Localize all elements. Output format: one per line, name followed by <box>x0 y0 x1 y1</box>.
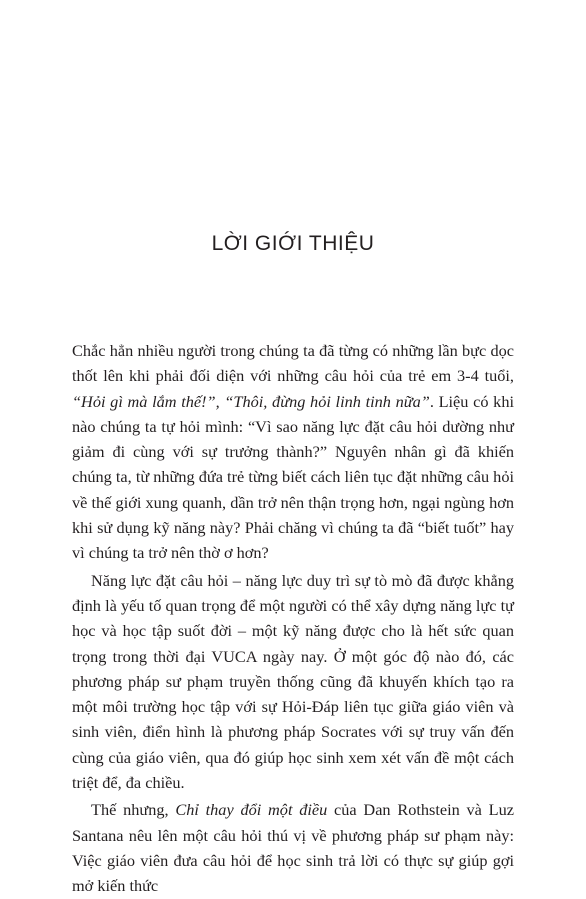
paragraph-2-segment-1: Năng lực đặt câu hỏi – năng lực duy trì sự tò mò đã được khẳng định là yếu tố quan trọng để một người có thể xây dựng năng lực tự học và học tập suốt đời – một kỹ năng được cho là hết sức quan trọng trong thời đại VUCA ngày nay. Ở một góc độ nào đó, các phương pháp sư phạm truyền thống cũng đã khuyến khích tạo ra một môi trường học tập với sự Hỏi-Đáp liên tục giữa giáo viên và sinh viên, điển hình là phương pháp Socrates với sự truy vấn đến cùng của giáo viên, qua đó giúp học sinh xem xét vấn đề một cách triệt để, đa chiều. <box>72 570 514 793</box>
paragraph-2 <box>72 568 514 796</box>
paragraph-3-segment-1: Thế nhưng, <box>91 800 176 820</box>
paragraph-3 <box>72 797 514 898</box>
paragraph-3-segment-3: của Dan Rothstein và Luz Santana nêu lên một câu hỏi thú vị về phương pháp sư phạm này: Việc giáo viên đưa câu hỏi để học sinh trả lời có thực sự giúp gợi mở kiến thức <box>72 800 514 896</box>
paragraph-1-segment-2-italic: “Hỏi gì mà lắm thế!”, “Thôi, đừng hỏi linh tinh nữa” <box>72 391 430 411</box>
paragraph-1-segment-3: . Liệu có khi nào chúng ta tự hỏi mình: “Vì sao năng lực đặt câu hỏi dường như giảm đi cùng với sự trưởng thành?” Nguyên nhân gì đã khiến chúng ta, từ những đứa trẻ từng biết cách liên tục đặt những câu hỏi về thế giới xung quanh, dần trở nên thận trọng hơn, ngại ngùng hơn khi sử dụng kỹ năng này? Phải chăng vì chúng ta đã “biết tuốt” hay vì chúng ta trở nên thờ ơ hơn? <box>72 391 514 563</box>
paragraph-1 <box>72 338 514 566</box>
body-text <box>72 338 514 899</box>
paragraph-1-segment-1: Chắc hẳn nhiều người trong chúng ta đã từng có những lần bực dọc thốt lên khi phải đối diện với những câu hỏi của trẻ em 3-4 tuổi, <box>72 341 514 386</box>
chapter-title: LỜI GIỚI THIỆU <box>211 232 375 255</box>
paragraph-3-book-title-italic: Chỉ thay đổi một điều <box>175 800 328 820</box>
